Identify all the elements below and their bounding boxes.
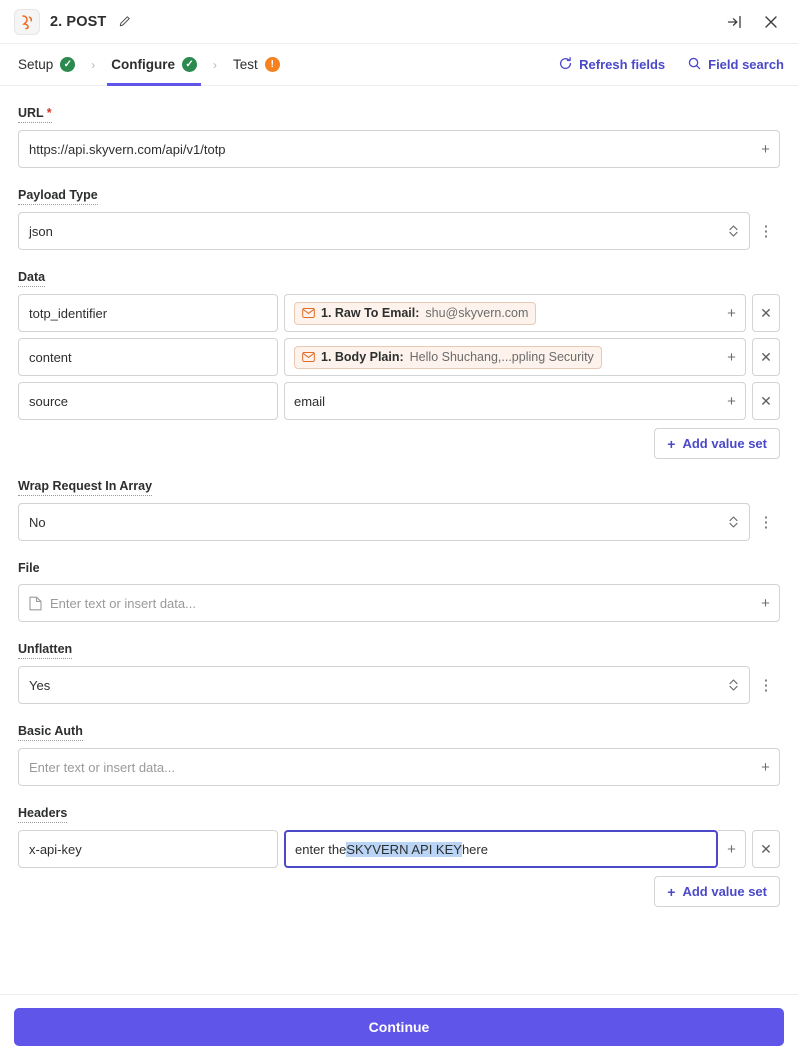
field-wrap-request-in-array: [18, 477, 780, 541]
plus-icon: +: [667, 435, 676, 452]
data-key-value: totp_identifier: [29, 305, 108, 321]
payload-type-options-button[interactable]: ⋮: [758, 223, 774, 240]
data-row: [18, 382, 780, 420]
header-value-suffix: here: [461, 841, 488, 857]
payload-type-value: json: [29, 223, 53, 239]
data-key-value: content: [29, 349, 72, 365]
data-add-value-set-label: Add value set: [682, 436, 767, 451]
data-label: Data: [18, 270, 45, 287]
data-value-text: email: [294, 393, 326, 409]
wrap-request-select[interactable]: [18, 503, 750, 541]
headers-add-value-set-label: Add value set: [682, 884, 767, 899]
file-insert-data-button[interactable]: +: [752, 584, 780, 622]
data-add-value-set-button[interactable]: [654, 428, 780, 459]
file-label: File: [18, 561, 40, 575]
headers-add-value-set-button[interactable]: [654, 876, 780, 907]
wrap-request-label: Wrap Request In Array: [18, 479, 152, 496]
close-icon[interactable]: [758, 9, 784, 35]
data-key-input[interactable]: [18, 382, 278, 420]
required-marker: *: [46, 106, 52, 120]
field-payload-type: [18, 186, 780, 250]
tab-test[interactable]: [229, 44, 284, 86]
data-key-input[interactable]: [18, 338, 278, 376]
data-row: [18, 338, 780, 376]
basic-auth-label: Basic Auth: [18, 724, 83, 741]
unflatten-options-button[interactable]: ⋮: [758, 677, 774, 694]
headers-label: Headers: [18, 806, 67, 823]
data-insert-data-button[interactable]: +: [718, 294, 746, 332]
collapse-panel-icon[interactable]: [722, 9, 748, 35]
titlebar: [0, 0, 798, 44]
tab-configure-label: Configure: [111, 57, 176, 72]
search-icon: [687, 56, 702, 74]
field-url: [18, 104, 780, 168]
panel-title: 2. POST: [50, 13, 107, 30]
headers-row: [18, 830, 780, 868]
field-unflatten: [18, 640, 780, 704]
basic-auth-insert-data-button[interactable]: +: [752, 748, 780, 786]
data-remove-row-button[interactable]: ✕: [752, 382, 780, 420]
tab-setup[interactable]: [14, 44, 79, 86]
tab-setup-status-badge: ✓: [60, 57, 75, 72]
data-row: [18, 294, 780, 332]
continue-button[interactable]: Continue: [14, 1008, 784, 1046]
header-key-input[interactable]: [18, 830, 278, 868]
header-remove-row-button[interactable]: ✕: [752, 830, 780, 868]
data-remove-row-button[interactable]: ✕: [752, 294, 780, 332]
data-key-input[interactable]: [18, 294, 278, 332]
plus-icon: +: [667, 883, 676, 900]
data-insert-data-button[interactable]: +: [718, 382, 746, 420]
data-token: [294, 346, 602, 369]
url-input-value: https://api.skyvern.com/api/v1/totp: [29, 141, 226, 157]
pencil-icon[interactable]: [114, 12, 134, 32]
header-value-selection: SKYVERN API KEY: [346, 841, 462, 857]
file-input[interactable]: [18, 584, 752, 622]
wrap-request-options-button[interactable]: ⋮: [758, 514, 774, 531]
chevron-updown-icon: [728, 514, 739, 530]
chevron-updown-icon: [728, 677, 739, 693]
refresh-icon: [558, 56, 573, 74]
field-search-button[interactable]: [687, 56, 784, 74]
app-logo-icon: [14, 9, 40, 35]
payload-type-select[interactable]: [18, 212, 750, 250]
tab-configure[interactable]: [107, 44, 201, 86]
url-label: URL *: [18, 106, 52, 123]
url-input[interactable]: [18, 130, 752, 168]
data-value-input[interactable]: [284, 294, 718, 332]
field-search-label: Field search: [708, 57, 784, 72]
data-insert-data-button[interactable]: +: [718, 338, 746, 376]
step-separator-1: ›: [91, 57, 96, 72]
field-basic-auth: [18, 722, 780, 786]
field-headers: [18, 804, 780, 907]
file-icon: [29, 596, 42, 611]
data-value-input[interactable]: [284, 382, 718, 420]
data-token-title: 1. Raw To Email:: [321, 306, 420, 320]
tab-setup-label: Setup: [18, 57, 54, 72]
url-insert-data-button[interactable]: +: [752, 130, 780, 168]
field-file: [18, 559, 780, 622]
header-insert-data-button[interactable]: +: [718, 830, 746, 868]
email-icon: [302, 306, 315, 321]
step-tabs: [0, 44, 798, 86]
unflatten-select[interactable]: [18, 666, 750, 704]
header-key-value: x-api-key: [29, 841, 82, 857]
data-remove-row-button[interactable]: ✕: [752, 338, 780, 376]
chevron-updown-icon: [728, 223, 739, 239]
data-value-input[interactable]: [284, 338, 718, 376]
tab-test-label: Test: [233, 57, 258, 72]
refresh-fields-label: Refresh fields: [579, 57, 666, 72]
refresh-fields-button[interactable]: [558, 56, 665, 74]
data-token-value: Hello Shuchang,...ppling Security: [409, 350, 594, 364]
data-key-value: source: [29, 393, 69, 409]
footer: [0, 994, 798, 1058]
data-token-value: shu@skyvern.com: [425, 306, 529, 320]
data-token: [294, 302, 536, 325]
email-icon: [302, 350, 315, 365]
wrap-request-value: No: [29, 514, 46, 530]
field-data: [18, 268, 780, 459]
basic-auth-input[interactable]: [18, 748, 752, 786]
tab-configure-status-badge: ✓: [182, 57, 197, 72]
unflatten-label: Unflatten: [18, 642, 72, 659]
file-placeholder: Enter text or insert data...: [50, 595, 196, 611]
header-value-prefix: enter the: [295, 841, 347, 857]
basic-auth-placeholder: Enter text or insert data...: [29, 759, 175, 775]
tab-test-status-badge: !: [265, 57, 280, 72]
payload-type-label: Payload Type: [18, 188, 98, 205]
header-value-input[interactable]: [284, 830, 718, 868]
step-separator-2: ›: [213, 57, 218, 72]
unflatten-value: Yes: [29, 677, 51, 693]
configure-form: [0, 86, 798, 994]
data-token-title: 1. Body Plain:: [321, 350, 404, 364]
